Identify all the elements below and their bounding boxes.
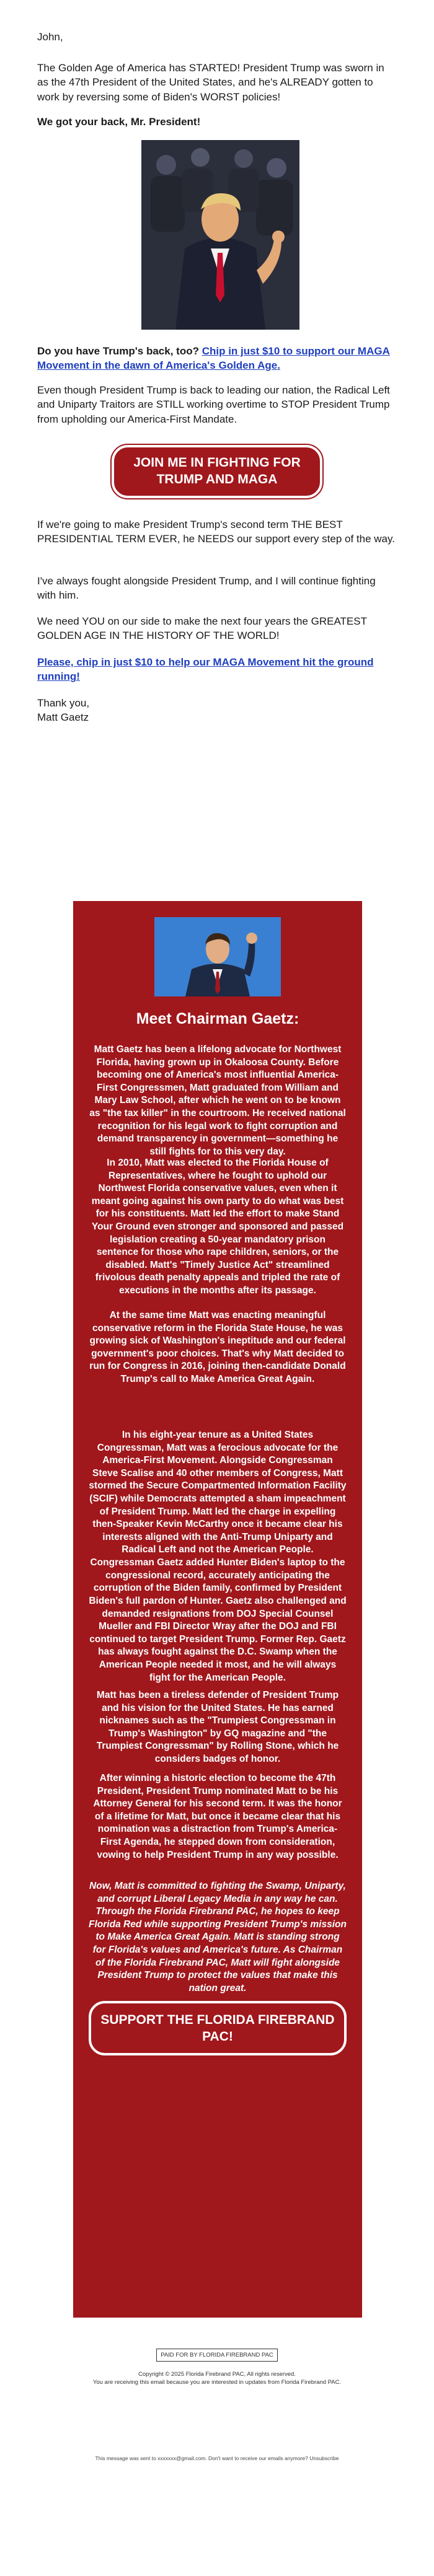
bio-paragraph: Now, Matt is committed to fighting the Swamp, Uniparty, and corrupt Liberal Legacy Media in any way he can. Through the Florida Firebrand PAC, he hopes to keep Florida Red while supporting President Trump's mission to Make America Great Again. Matt is standing strong for Florida's values and America's future. As Chairman of the Florida Firebrand PAC, Matt will fight alongside President Trump to protect the values that make this nation great.	[89, 1881, 347, 1994]
chip-link-paragraph	[37, 655, 397, 684]
bio-paragraph: In 2010, Matt was elected to the Florida House of Representatives, where he fought to uphold our Northwest Florida conservative values, even when it meant going against his own party to do what was best for his constituents. Matt led the effort to make Stand Your Ground even stronger and sponsored and passed legislation creating a 50-year mandatory prison sentence for those who rape children, seniors, or the disabled. Matt's "Timely Justice Act" streamlined frivolous death penalty appeals and tripled the rate of executions in the months after its passage.	[91, 1158, 344, 1296]
bio-paragraph: Matt Gaetz has been a lifelong advocate for Northwest Florida, having grown up in Okaloosa County. Before becoming one of America's most influential America-First Congressmen, Matt graduated from William and Mary Law School, after which he went on to be known as "the tax killer" in the courtroom. He received national recognition for his legal work to fight corruption and demand transparency in government—something he still fights for to this very day.	[89, 1044, 346, 1157]
trump-photo-illustration	[141, 140, 299, 330]
greeting: John,	[37, 31, 63, 43]
gaetz-photo	[154, 917, 281, 996]
bio-paragraph: In his eight-year tenure as a United States Congressman, Matt was a ferocious advocate for the America-First Movement. Alongside Congressman Steve Scalise and 40 other members of Congress, Matt stormed the Secure Compartmented Information Facility (SCIF) while Democrats attempted a sham impeachment of President Trump. Matt led the charge in expelling then-Speaker Kevin McCarthy once it became clear his interests aligned with the Anti-Trump Uniparty and Radical Left and not the American People. Congressman Gaetz added Hunter Biden's laptop to the congressional record, accurately anticipating the corruption of the Biden family, confirmed by President Biden's full pardon of Hunter. Gaetz also challenged and demanded resignations from DOJ Special Counsel Mueller and FBI Director Wray after the DOJ and FBI continued to target President Trump. Former Rep. Gaetz has always fought against the D.C. Swamp when the American People needed it most, and he will always fight for the American People.	[89, 1430, 347, 1683]
gaetz-photo-illustration	[154, 917, 281, 996]
support-pac-button[interactable]: SUPPORT THE FLORIDA FIREBRAND PAC!	[89, 2001, 347, 2055]
signature: Matt Gaetz	[37, 711, 89, 724]
footer-copy	[0, 2370, 434, 2387]
backing-headline: We got your back, Mr. President!	[37, 116, 201, 128]
chip-in-link[interactable]: Chip in just $10 to support our MAGA Movement in the dawn of America's Golden Age.	[37, 345, 390, 372]
second-term-paragraph: If we're going to make President Trump's second term THE BEST PRESIDENTIAL TERM EVER, he NEEDS our support every step of the way.	[37, 519, 395, 545]
signoff	[37, 696, 89, 725]
chip-in-link-2[interactable]: Please, chip in just $10 to help our MAGA Movement hit the ground running!	[37, 656, 374, 683]
ask-paragraph	[37, 344, 397, 373]
bio-paragraph: At the same time Matt was enacting meaningful conservative reform in the Florida State House, he was growing sick of Washington's ineptitude and our federal government's poor choices. That's why Matt decided to run for Congress in 2016, joining then-candidate Donald Trump's call to Make America Great Again.	[89, 1310, 346, 1385]
join-fight-button[interactable]: JOIN ME IN FIGHTING FOR TRUMP AND MAGA	[112, 445, 322, 498]
trump-photo[interactable]	[141, 140, 299, 330]
signoff-thanks: Thank you,	[37, 697, 90, 709]
bio-paragraph: After winning a historic election to become the 47th President, President Trump nominated Matt to be his Attorney General for his second term. It was the honor of a lifetime for Matt, but once it became clear that his nomination was a distraction from Trump's America-First Agenda, he stepped down from consideration, vowing to help President Trump in any way possible.	[93, 1773, 342, 1860]
bio-paragraph: Matt has been a tireless defender of President Trump and his vision for the United States. He has earned nicknames such as the "Trumpiest Congressman in Trump's Washington" by GQ magazine and "the Trumpiest Congressman" by Rolling Stone, which he considers badges of honor.	[96, 1690, 339, 1765]
receiving-notice: You are receiving this email because you are interested in updates from Florida Firebrand PAC.	[92, 2379, 342, 2386]
need-you-paragraph: We need YOU on our side to make the next four years the GREATEST GOLDEN AGE IN THE HISTORY OF THE WORLD!	[37, 615, 367, 642]
radical-left-paragraph: Even though President Trump is back to leading our nation, the Radical Left and Uniparty Traitors are STILL working overtime to STOP President Trump from upholding our America-First Mandate.	[37, 384, 390, 425]
bio-title: Meet Chairman Gaetz:	[136, 1010, 299, 1027]
fought-paragraph: I've always fought alongside President Trump, and I will continue fighting with him.	[37, 575, 376, 602]
paid-for-disclaimer: PAID FOR BY FLORIDA FIREBRAND PAC	[156, 2349, 278, 2362]
footer	[0, 2349, 434, 2387]
intro-paragraph: The Golden Age of America has STARTED! President Trump was sworn in as the 47th President of the United States, and he's ALREADY gotten to work by reversing some of Biden's WORST policies!	[37, 62, 384, 103]
unsubscribe-notice[interactable]: This message was sent to xxxxxxx@gmail.com. Don't want to receive our emails anymore? Unsubscribe	[95, 2455, 339, 2461]
ask-prefix: Do you have Trump's back, too?	[37, 345, 202, 357]
copyright: Copyright © 2025 Florida Firebrand PAC, All rights reserved.	[138, 2371, 296, 2378]
bio-section	[73, 901, 362, 2318]
